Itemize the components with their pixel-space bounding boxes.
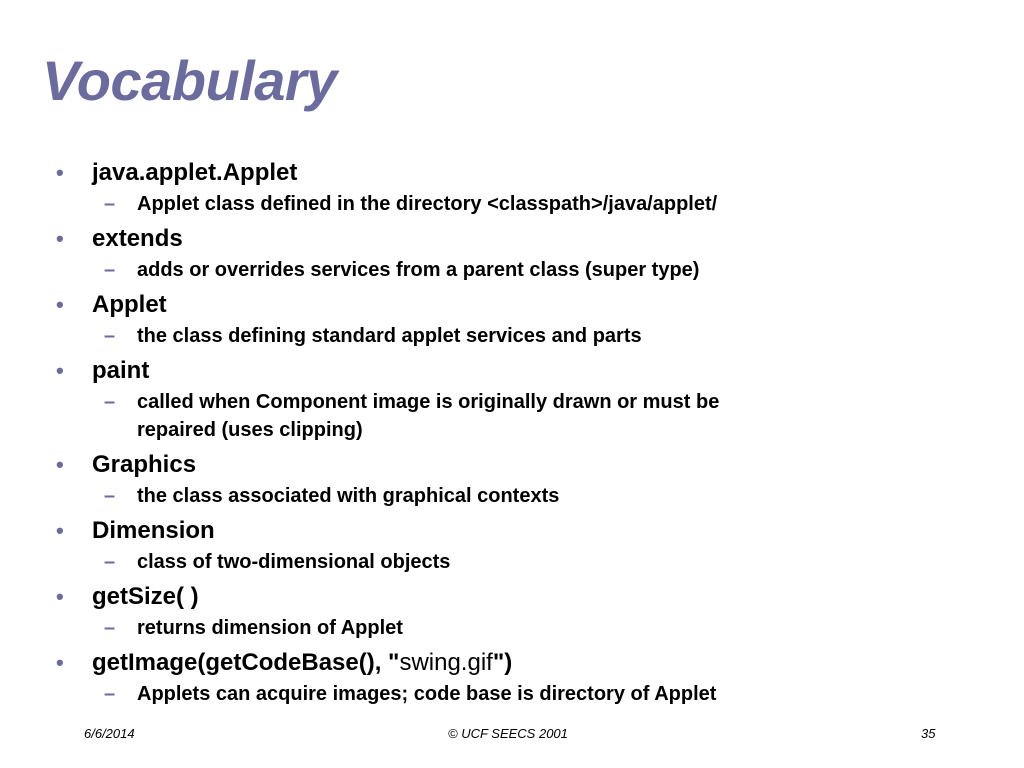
dash-icon: –	[104, 193, 116, 215]
term-label: getSize( )	[92, 583, 199, 610]
term-description: adds or overrides services from a parent class (super type)	[137, 259, 700, 281]
bullet-dot-icon: •	[56, 650, 64, 675]
list-item	[56, 580, 956, 642]
dash-icon: –	[104, 551, 116, 573]
term-description-continued: repaired (uses clipping)	[137, 419, 363, 441]
bullet-dot-icon: •	[56, 518, 64, 543]
term-description: returns dimension of Applet	[137, 617, 403, 639]
list-item	[56, 646, 956, 708]
term-description: Applets can acquire images; code base is directory of Applet	[137, 683, 717, 705]
footer-copyright: © UCF SEECS 2001	[448, 726, 568, 741]
bullet-dot-icon: •	[56, 452, 64, 477]
footer-page-number: 35	[921, 726, 936, 741]
bullet-dot-icon: •	[56, 358, 64, 383]
term-description: the class associated with graphical contexts	[137, 485, 560, 507]
list-item	[56, 156, 956, 218]
term-label: extends	[92, 225, 183, 252]
list-item	[56, 448, 956, 510]
list-item	[56, 222, 956, 284]
term-label-part: ")	[492, 649, 513, 676]
term-description: Applet class defined in the directory <classpath>/java/applet/	[137, 193, 718, 215]
term-label-part: getImage(getCodeBase(), "	[92, 649, 400, 676]
bullet-dot-icon: •	[56, 292, 64, 317]
bullet-dot-icon: •	[56, 584, 64, 609]
dash-icon: –	[104, 391, 116, 413]
bullet-dot-icon: •	[56, 160, 64, 185]
slide-title: Vocabulary	[42, 49, 337, 112]
dash-icon: –	[104, 325, 116, 347]
term-description: the class defining standard applet services and parts	[137, 325, 642, 347]
list-item	[56, 354, 956, 444]
term-label-filename: swing.gif	[399, 649, 493, 676]
term-description: called when Component image is originally drawn or must be	[137, 391, 720, 413]
dash-icon: –	[104, 485, 116, 507]
term-label	[92, 649, 512, 676]
dash-icon: –	[104, 259, 116, 281]
term-label: Applet	[92, 291, 167, 318]
bullet-dot-icon: •	[56, 226, 64, 251]
list-item	[56, 514, 956, 576]
term-label: Dimension	[92, 517, 215, 544]
dash-icon: –	[104, 683, 116, 705]
list-item	[56, 288, 956, 350]
term-description: class of two-dimensional objects	[137, 551, 451, 573]
term-label: java.applet.Applet	[92, 159, 298, 186]
term-label: Graphics	[92, 451, 197, 478]
dash-icon: –	[104, 617, 116, 639]
footer-date: 6/6/2014	[84, 726, 135, 741]
bullet-list	[56, 156, 956, 712]
term-label: paint	[92, 357, 150, 384]
